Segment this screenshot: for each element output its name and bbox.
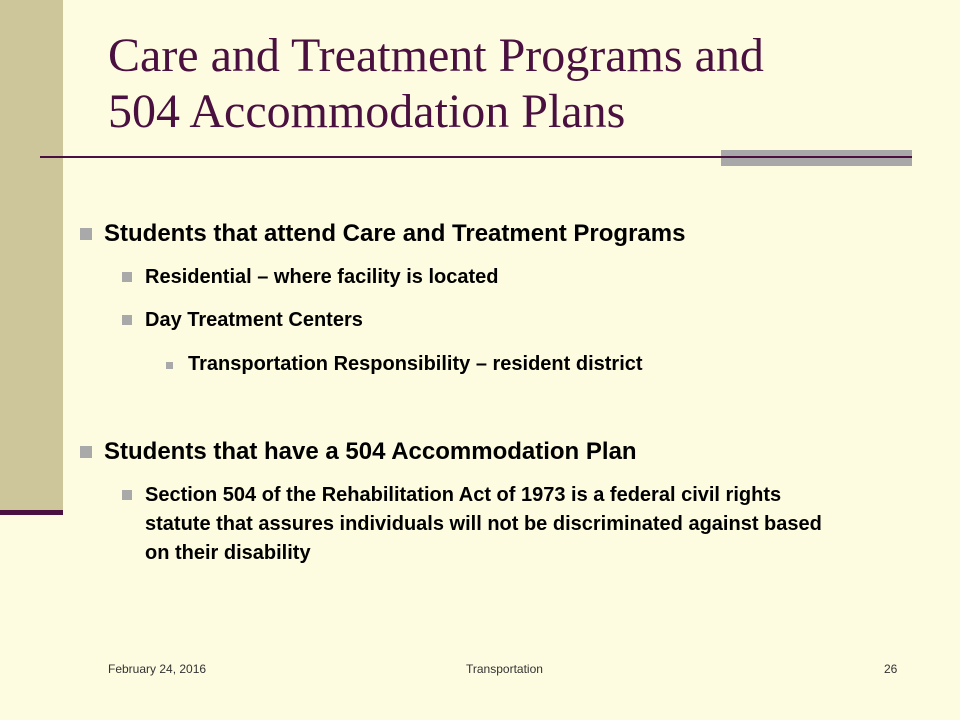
square-bullet-icon (166, 362, 173, 369)
square-bullet-icon (122, 315, 132, 325)
bullet-residential: Residential – where facility is located (145, 266, 499, 288)
bullet-transportation-responsibility: Transportation Responsibility – resident district (188, 353, 643, 375)
square-bullet-icon (122, 490, 132, 500)
bullet-504-plan: Students that have a 504 Accommodation Plan (104, 438, 637, 465)
title-divider-accent (721, 150, 912, 166)
title-line-1: Care and Treatment Programs and (108, 29, 764, 82)
bullet-section-504: Section 504 of the Rehabilitation Act of 1973 is a federal civil rights statute that assures individuals will not be discriminated against based on their disability (145, 484, 822, 564)
square-bullet-icon (80, 228, 92, 240)
footer-title: Transportation (466, 662, 543, 676)
bullet-care-treatment: Students that attend Care and Treatment Programs (104, 220, 686, 247)
slide-title (108, 28, 908, 140)
title-divider-accent-line (721, 156, 912, 158)
left-decorative-bar (0, 0, 63, 512)
square-bullet-icon (122, 272, 132, 282)
square-bullet-icon (80, 446, 92, 458)
bullet-day-treatment: Day Treatment Centers (145, 309, 363, 331)
title-line-2: 504 Accommodation Plans (108, 85, 626, 138)
footer-date: February 24, 2016 (108, 662, 207, 676)
footer-page-number: 26 (884, 662, 898, 676)
left-bar-accent (0, 510, 63, 515)
